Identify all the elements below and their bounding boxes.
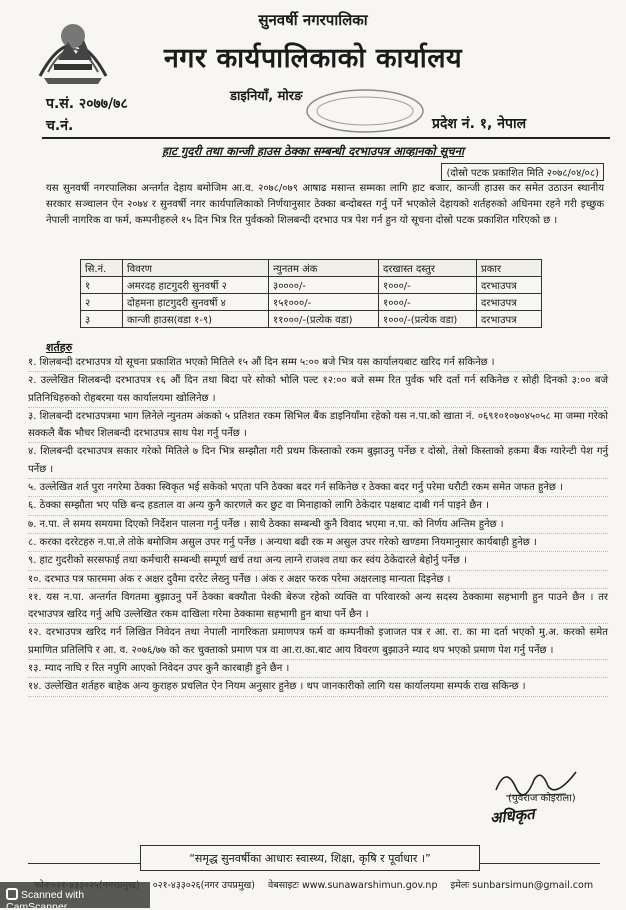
term-item: ४. शिलबन्दी दरभाउपत्र सकार गरेको मितिले ७ दिन भित्र सम्झौता गरी प्रथम किस्ताको रकम बुझाउनु पर्नेछ र दोस्रो, तेस्रो किस्ताको हकमा बैंक ग्यारेन्टी पेश गर्नु पर्नेछ । (28, 443, 608, 479)
table-cell: दरभाउपत्र (477, 294, 542, 311)
table-cell: दोहमना हाटगुदरी सुनवर्षी ४ (123, 294, 269, 311)
watermark-text: Scanned with CamScanner (6, 889, 85, 910)
reference-number: प.सं. २०७७/७८ (46, 96, 128, 112)
term-item: १२. दरभाउपत्र खरिद गर्न लिखित निवेदन तथा नेपाली नागरिकता प्रमाणपत्र फर्म वा कम्पनीको इजाजत पत्र र आ. रा. का मा दर्ता भएको मु.अ. करको समेत प्रमाणित प्रतिलिपि र आ. व. २०७६/७७ को कर चुक्ताको प्रमाण पत्र वा आ.रा.का.बाट आय विवरण बुझाउने म्याद थप भएको प्रमाण पेश गर्नु पर्नेछ । (28, 624, 608, 660)
term-item: १. शिलबन्दी दरभाउपत्र यो सूचना प्रकाशित भएको मितिले १५ औं दिन सम्म ५:०० बजे भित्र यस कार्यालयबाट खरिद गर्न सकिनेछ । (28, 354, 608, 372)
term-item: ८. करका दररेटहरु न.पा.ले तोके बमोजिम असुल उपर गर्नु पर्नेछ । अन्यथा बढी रक म असुल उपर गरेको खण्डमा नियमानुसार कार्यबाही हुनेछ । (28, 534, 608, 552)
scanner-watermark (0, 882, 150, 908)
table-cell: अमरदह हाटगुदरी सुनवर्षी २ (123, 277, 269, 294)
table-cell: २ (81, 294, 123, 311)
column-header: न्युनतम अंक (269, 260, 379, 277)
table-cell: १ (81, 277, 123, 294)
terms-heading: शर्तहरु (46, 341, 73, 354)
table-cell: दरभाउपत्र (477, 277, 542, 294)
column-header: विवरण (123, 260, 269, 277)
camscanner-logo-icon (6, 888, 18, 900)
table-cell: ३ (81, 311, 123, 328)
municipality-name: सुनवर्षी नगरपालिका (258, 11, 368, 29)
table-row (81, 294, 542, 311)
term-item: ११. यस न.पा. अन्तर्गत विगतमा बुझाउनु पर्ने ठेक्का बक्यौता पेश्की बेरुज रहेको व्यक्ति वा परिवारको अन्य सदस्य ठेक्कामा सहभागी हुन पाउने छैन । तर दरभाउपत्र खरिद गर्नु अघि उल्लेखित रकम दाखिला गरेमा ठेक्कामा सहभागी हुन बाधा पर्ने छैन । (28, 589, 608, 625)
phone-deputy: ०२१-४३३०२६(नगर उपप्रमुख) (152, 880, 255, 891)
term-item: ५. उल्लेखित शर्त पुरा नगरेमा ठेक्का स्विकृत भई सकेको भएता पनि ठेक्का बदर गर्न सकिनेछ र ठेक्का बदर गर्नु परेमा धरौटी रकम समेत जफत हुनेछ । (28, 479, 608, 497)
term-item: १०. दरभाउ पत्र फारममा अंक र अक्षर दुवैमा दररेट लेख्नु पर्नेछ । अंक र अक्षर फरक परेमा अक्षरलाइ मान्यता दिइनेछ । (28, 571, 608, 589)
column-header: प्रकार (477, 260, 542, 277)
dispatch-number: च.नं. (46, 118, 74, 134)
signer-name: (युवराज कोइराला) (508, 793, 576, 804)
table-row (81, 277, 542, 294)
term-item: ६. ठेक्का सम्झौता भए पछि बन्द हडताल वा अन्य कुनै कारणले कर छुट वा मिनाहाको लागि ठेकेदार पक्षबाट दाबी गर्न पाइने छैन । (28, 497, 608, 515)
table-cell: दरभाउपत्र (477, 311, 542, 328)
bid-table (80, 259, 542, 328)
notice-intro: यस सुनवर्षी नगरपालिका अन्तर्गत देहाय बमोजिम आ.व. २०७८/०७९ आषाढ मसान्त सम्मका लागि हाट बजार, कान्जी हाउस कर समेत उठाउन स्थानीय सरकार सञ्चालन ऐन २०७४ र सुनवर्षी नगर कार्यपालिकाको निर्णयानुसार ठेक्का बन्दोबस्त गर्नु पर्ने भएकोले देहायको शर्तहरुको अधिनमा रहने गरी इच्छुक नेपाली नागरिक वा फर्म, कम्पनीहरुले १५ दिन भित्र रित पुर्वकको शिलबन्दी दरभाउ पत्र पेश गर्न हुन यो सूचना दोस्रो पटक प्रकाशित गरिएको छ । (46, 183, 604, 226)
term-item: ३. शिलबन्दी दरभाउपत्रमा भाग लिनेले न्युनतम अंकको ५ प्रतिशत रकम सिभिल बैंक डाइनियाँमा रहेको यस न.पा.को खाता नं. ०६९१०१०७०४५०५८ मा जम्मा गरेको सक्कलै बैंक भौचर शिलबन्दी दरभाउपत्र साथ पेश गर्नु पर्नेछ । (28, 408, 608, 444)
office-name: नगर कार्यपालिकाको कार्यालय (163, 43, 463, 74)
province-label: प्रदेश नं. १, नेपाल (432, 116, 527, 132)
table-cell: १०००/-(प्रत्येक वडा) (379, 311, 477, 328)
republish-date: (दोस्रो पटक प्रकाशित मिति २०७८/०४/०८) (441, 163, 604, 181)
column-header: दरखास्त दस्तुर (379, 260, 477, 277)
email-text: इमेलः sunbarsimun@gmail.com (450, 880, 594, 891)
terms-list (28, 354, 608, 697)
notice-title: हाट गुदरी तथा कान्जी हाउस ठेक्का सम्बन्धी दरभाउपत्र आव्हानको सूचना (162, 144, 464, 158)
signer-designation: अधिकृत (489, 804, 536, 828)
column-header: सि.नं. (81, 260, 123, 277)
office-stamp-icon (300, 86, 430, 136)
term-item: २. उल्लेखित शिलबन्दी दरभाउपत्र १६ औं दिन तथा बिदा परे सोको भोलि पल्ट १२:०० बजे सम्म रित पुर्वक भरि दर्ता गर्न सकिनेछ र सोही दिनको ३:०० बजे प्रतिनिधिहरुको रोहबरमा यस कार्यालयमा खोलिनेछ । (28, 372, 608, 408)
motto-text: “समृद्ध सुनवर्षीका आधारः स्वास्थ्य, शिक्षा, कृषि र पूर्वाधार ।” (189, 852, 431, 865)
term-item: ९. हाट गुदरीको सरसफाई तथा कर्मचारी सम्बन्धी सम्पूर्ण खर्च तथा अन्य लाग्ने राजश्व तथा कर स्वंय ठेकेदारले बेहोर्नु पर्नेछ । (28, 552, 608, 570)
table-cell: १०००/- (379, 294, 477, 311)
table-row (81, 311, 542, 328)
website-text: वेबसाइटः www.sunawarshimun.gov.np (268, 880, 438, 891)
table-cell: ३००००/- (269, 277, 379, 294)
term-item: १३. म्याद नाघि र रित नपुगि आएको निवेदन उपर कुनै कारबाही हुने छैन । (28, 660, 608, 678)
table-cell: कान्जी हाउस(वडा १-९) (123, 311, 269, 328)
office-location: डाइनियाँ, मोरङ (230, 89, 303, 104)
table-header-row (81, 260, 542, 277)
table-cell: १५१०००/- (269, 294, 379, 311)
table-cell: ११०००/-(प्रत्येक वडा) (269, 311, 379, 328)
table-cell: १०००/- (379, 277, 477, 294)
header-divider (42, 137, 610, 139)
term-item: ७. न.पा. ले समय समयमा दिएको निर्देशन पालना गर्नु पर्नेछ । साथै ठेक्का सम्बन्धी कुनै विवाद भएमा न.पा. को निर्णय अन्तिम हुनेछ । (28, 516, 608, 534)
term-item: १४. उल्लेखित शर्तहरु बाहेक अन्य कुराहरु प्रचलित ऐन नियम अनुसार हुनेछ । थप जानकारीको लागि यस कार्यालयमा सम्पर्क राख सकिन्छ । (28, 678, 608, 696)
